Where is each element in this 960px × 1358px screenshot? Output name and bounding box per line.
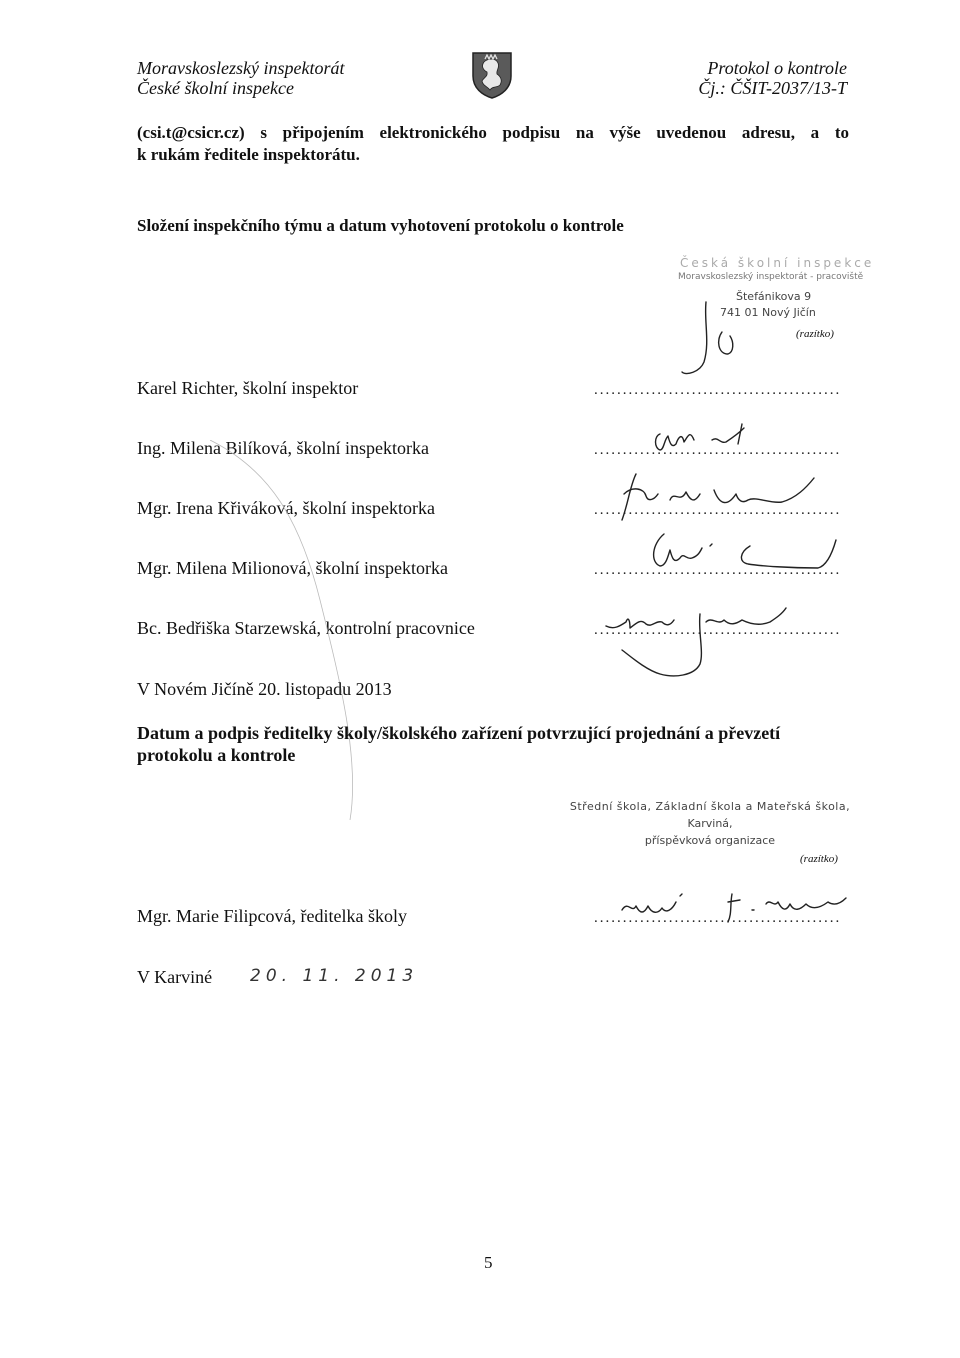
document-type: Protokol o kontrole: [707, 58, 847, 78]
intro-paragraph: [137, 122, 849, 166]
team-member-5-name: Bc. Bedřiška Starzewská, kontrolní pracovnice: [137, 618, 475, 638]
stamp-line-2: Moravskoslezský inspektorát - pracoviště: [678, 272, 864, 282]
inspector-signature-starzewska: [600, 596, 810, 682]
director-signature-line: ...........................................: [594, 910, 842, 926]
school-stamp-line-1: Střední škola, Základní škola a Mateřská škola,: [569, 800, 851, 813]
signature-line-2: ...........................................: [594, 442, 842, 458]
header-right: [698, 58, 847, 98]
school-stamp-line-2: Karviná,: [687, 817, 733, 830]
inspector-signature-milionova: [640, 524, 850, 578]
signature-line-3: ...........................................: [594, 502, 842, 518]
confirmation-title-line-1: Datum a podpis ředitelky školy/školského zařízení potvrzující projednání a převzetí: [137, 723, 781, 743]
reference-number: Čj.: ČŠIT-2037/13-T: [698, 78, 847, 98]
stamp-label: (razítko): [796, 328, 834, 340]
page-number: 5: [484, 1253, 493, 1272]
inspector-signature-krivakova: [610, 470, 825, 526]
stamp-line-3: Štefánikova 9: [736, 290, 812, 303]
inspector-signature-richter: [676, 292, 746, 382]
intro-line-1: (csi.t@csicr.cz) s připojením elektronického podpisu na výše uvedenou adresu, a to: [137, 123, 849, 142]
inspectorate-name: Moravskoslezský inspektorát: [137, 58, 345, 78]
institution-name: České školní inspekce: [137, 78, 294, 98]
intro-line-2: k rukám ředitele inspektorátu.: [137, 145, 360, 164]
header-left: [137, 58, 344, 98]
stamp-line-4: 741 01 Nový Jičín: [720, 306, 816, 319]
handwritten-date: 20. 11. 2013: [250, 966, 419, 986]
school-stamp-line-3: příspěvková organizace: [644, 834, 776, 847]
director-signature: [616, 884, 866, 932]
team-member-3-name: Mgr. Irena Křiváková, školní inspektorka: [137, 498, 435, 518]
section-title: Složení inspekčního týmu a datum vyhotovení protokolu o kontrole: [137, 216, 624, 235]
confirmation-title-line-2: protokolu a kontrole: [137, 745, 296, 765]
place-karvina-label: V Karviné: [137, 967, 213, 987]
signature-line-5: ...........................................: [594, 622, 842, 638]
director-name: Mgr. Marie Filipcová, ředitelka školy: [137, 906, 407, 926]
signature-line-4: ...........................................: [594, 562, 842, 578]
inspector-signature-bilikova: [648, 414, 758, 458]
stamp-line-1: Česká školní inspekce: [680, 256, 875, 270]
signature-line-1: ...........................................: [594, 382, 842, 398]
place-date-new-jicin: V Novém Jičíně 20. listopadu 2013: [137, 679, 392, 699]
confirmation-title: [137, 722, 780, 766]
team-member-1-name: Karel Richter, školní inspektor: [137, 378, 359, 398]
team-member-2-name: Ing. Milena Bilíková, školní inspektorka: [137, 438, 429, 458]
coat-of-arms-icon: [470, 50, 514, 100]
school-stamp-label: (razítko): [800, 853, 838, 865]
team-member-4-name: Mgr. Milena Milionová, školní inspektorka: [137, 558, 448, 578]
